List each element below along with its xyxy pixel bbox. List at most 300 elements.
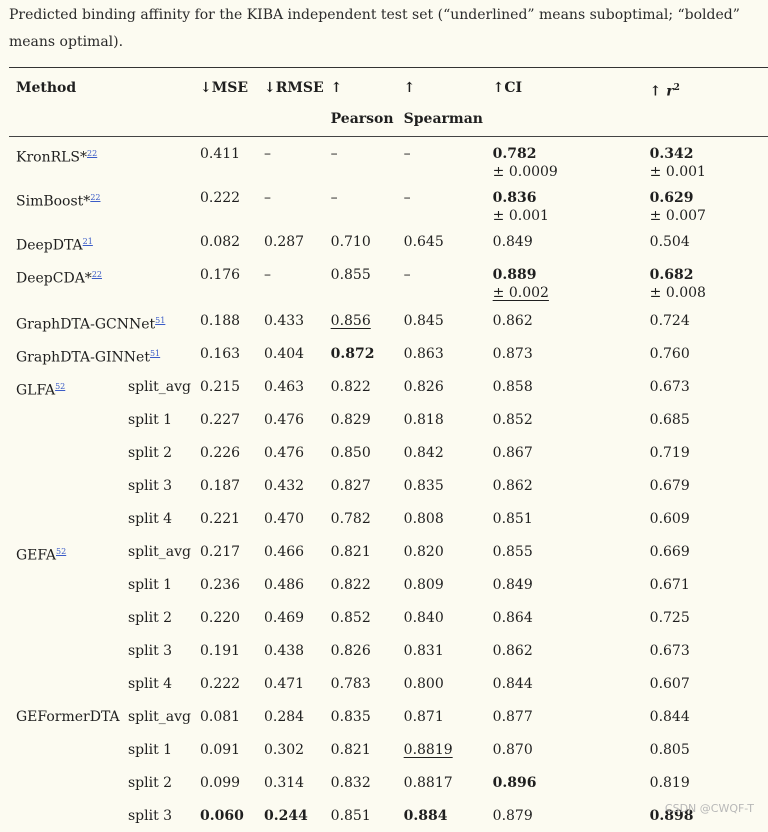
cell-method	[9, 667, 121, 700]
cell-spearman	[397, 634, 486, 667]
value-spearman: 0.8819	[403, 741, 453, 758]
value-pearson: 0.850	[330, 444, 371, 461]
cell-method	[9, 700, 121, 733]
cell-pearson	[324, 766, 397, 799]
cell-method	[9, 568, 121, 601]
value-rmse: 0.438	[264, 642, 305, 659]
cell-mse	[193, 535, 257, 568]
table-row	[9, 766, 768, 799]
value-spearman: –	[403, 145, 411, 162]
value-spearman: 0.820	[403, 543, 444, 560]
split-label: split 1	[128, 576, 173, 593]
cell-pearson	[324, 667, 397, 700]
value-r2: 0.673	[649, 642, 690, 659]
cell-r2	[643, 403, 768, 436]
cell-method	[9, 136, 193, 181]
cell-rmse	[257, 469, 324, 502]
value-r2: 0.724	[649, 312, 690, 329]
method-name: GraphDTA-GCNNet	[16, 316, 156, 333]
value-rmse: –	[264, 145, 271, 162]
header-pearson: Pearson	[324, 106, 397, 137]
value-ci: 0.862	[492, 477, 533, 494]
value-pearson: 0.822	[330, 576, 371, 593]
cell-mse	[193, 225, 257, 258]
table-row	[9, 436, 768, 469]
value-mse: 0.082	[200, 233, 241, 250]
value-pearson: 0.821	[330, 543, 371, 560]
value-r2-error: ± 0.008	[649, 284, 706, 301]
value-r2: 0.669	[649, 543, 690, 560]
cell-mse	[193, 700, 257, 733]
cell-r2	[643, 535, 768, 568]
cell-split	[121, 700, 193, 733]
table-row	[9, 799, 768, 832]
table-row	[9, 733, 768, 766]
cell-ci	[486, 304, 643, 337]
value-mse: 0.099	[200, 774, 241, 791]
value-spearman: 0.884	[403, 807, 448, 824]
cell-spearman	[397, 502, 486, 535]
cell-r2	[643, 667, 768, 700]
cell-mse	[193, 634, 257, 667]
value-ci: 0.852	[492, 411, 533, 428]
cell-rmse	[257, 799, 324, 832]
cell-spearman	[397, 225, 486, 258]
value-mse: 0.222	[200, 189, 241, 206]
cell-rmse	[257, 634, 324, 667]
value-spearman: 0.826	[403, 378, 444, 395]
cell-method	[9, 403, 121, 436]
value-spearman: 0.831	[403, 642, 444, 659]
cell-rmse	[257, 225, 324, 258]
cell-method	[9, 469, 121, 502]
cell-pearson	[324, 634, 397, 667]
value-rmse: 0.433	[264, 312, 305, 329]
table-row	[9, 469, 768, 502]
value-spearman: 0.8817	[403, 774, 453, 791]
value-r2: 0.607	[649, 675, 690, 692]
cell-method	[9, 634, 121, 667]
cell-pearson	[324, 304, 397, 337]
split-label: split 4	[128, 510, 173, 527]
cell-r2	[643, 181, 768, 225]
value-ci: 0.849	[492, 233, 533, 250]
value-rmse: –	[264, 266, 271, 283]
cell-pearson	[324, 436, 397, 469]
cell-rmse	[257, 766, 324, 799]
cell-pearson	[324, 181, 397, 225]
cell-mse	[193, 667, 257, 700]
cell-ci	[486, 370, 643, 403]
value-ci: 0.862	[492, 312, 533, 329]
cell-pearson	[324, 258, 397, 304]
value-pearson: 0.872	[330, 345, 375, 362]
reference-link[interactable]: 22	[90, 192, 101, 202]
cell-method	[9, 436, 121, 469]
cell-r2	[643, 700, 768, 733]
cell-method	[9, 370, 121, 403]
method-name: DeepDTA	[16, 237, 83, 254]
cell-pearson	[324, 601, 397, 634]
cell-r2	[643, 733, 768, 766]
results-table	[9, 67, 768, 832]
table-row	[9, 568, 768, 601]
cell-mse	[193, 733, 257, 766]
split-label: split 2	[128, 774, 173, 791]
table-row	[9, 337, 768, 370]
value-mse: 0.222	[200, 675, 241, 692]
cell-mse	[193, 337, 257, 370]
value-pearson: 0.826	[330, 642, 371, 659]
header-method: Method	[16, 80, 77, 96]
value-mse: 0.187	[200, 477, 241, 494]
watermark: CSDN @CWQF-T	[664, 802, 754, 815]
cell-method	[9, 766, 121, 799]
cell-mse	[193, 799, 257, 832]
method-name: GLFA	[16, 382, 56, 399]
value-r2: 0.682	[649, 266, 694, 283]
header-r2-sup: 2	[673, 83, 680, 93]
cell-split	[121, 403, 193, 436]
value-pearson: –	[330, 189, 338, 206]
cell-rmse	[257, 181, 324, 225]
table-row	[9, 634, 768, 667]
table-row	[9, 181, 768, 225]
cell-ci	[486, 667, 643, 700]
cell-rmse	[257, 304, 324, 337]
cell-pearson	[324, 700, 397, 733]
cell-rmse	[257, 136, 324, 181]
value-pearson: 0.829	[330, 411, 371, 428]
cell-rmse	[257, 733, 324, 766]
value-rmse: 0.302	[264, 741, 305, 758]
cell-spearman	[397, 370, 486, 403]
cell-ci	[486, 337, 643, 370]
header-r2-arrow: ↑	[649, 83, 662, 100]
value-ci: 0.896	[492, 774, 537, 791]
header-spearman-arrow: ↑	[403, 80, 416, 96]
cell-r2	[643, 766, 768, 799]
value-ci-error: ± 0.001	[492, 207, 549, 224]
value-r2: 0.504	[649, 233, 690, 250]
table-row	[9, 601, 768, 634]
cell-split	[121, 568, 193, 601]
table-row	[9, 667, 768, 700]
cell-method	[9, 502, 121, 535]
table-row	[9, 225, 768, 258]
cell-split	[121, 733, 193, 766]
value-ci: 0.867	[492, 444, 533, 461]
cell-r2	[643, 136, 768, 181]
method-name: GraphDTA-GINNet	[16, 349, 150, 366]
reference-link[interactable]: 52	[55, 381, 66, 391]
cell-spearman	[397, 304, 486, 337]
cell-r2	[643, 370, 768, 403]
table-row	[9, 258, 768, 304]
cell-method	[9, 601, 121, 634]
cell-pearson	[324, 337, 397, 370]
value-rmse: 0.287	[264, 233, 305, 250]
cell-mse	[193, 258, 257, 304]
reference-link[interactable]: 21	[82, 236, 93, 246]
value-ci: 0.849	[492, 576, 533, 593]
cell-pearson	[324, 225, 397, 258]
value-rmse: 0.476	[264, 411, 305, 428]
cell-pearson	[324, 799, 397, 832]
table-row	[9, 304, 768, 337]
value-r2: 0.844	[649, 708, 690, 725]
cell-method	[9, 225, 193, 258]
value-pearson: –	[330, 145, 338, 162]
value-mse: 0.411	[200, 145, 241, 162]
cell-ci	[486, 225, 643, 258]
header-mse: ↓MSE	[200, 80, 249, 96]
value-r2: 0.819	[649, 774, 690, 791]
cell-r2	[643, 436, 768, 469]
value-ci: 0.877	[492, 708, 533, 725]
header-r2	[643, 68, 768, 106]
value-r2: 0.760	[649, 345, 690, 362]
cell-mse	[193, 502, 257, 535]
cell-rmse	[257, 403, 324, 436]
value-pearson: 0.821	[330, 741, 371, 758]
value-rmse: 0.432	[264, 477, 305, 494]
cell-ci	[486, 258, 643, 304]
value-r2: 0.685	[649, 411, 690, 428]
value-spearman: 0.840	[403, 609, 444, 626]
table-row	[9, 136, 768, 181]
cell-spearman	[397, 436, 486, 469]
value-spearman: 0.835	[403, 477, 444, 494]
cell-ci	[486, 136, 643, 181]
cell-split	[121, 799, 193, 832]
reference-link[interactable]: 51	[149, 348, 161, 358]
value-r2: 0.805	[649, 741, 690, 758]
value-spearman: –	[403, 189, 411, 206]
cell-ci	[486, 799, 643, 832]
reference-link[interactable]: 52	[56, 546, 67, 556]
split-label: split_avg	[128, 708, 191, 725]
cell-pearson	[324, 469, 397, 502]
value-pearson: 0.832	[330, 774, 371, 791]
value-r2: 0.342	[649, 145, 694, 162]
cell-rmse	[257, 667, 324, 700]
header-ci: ↑CI	[492, 80, 523, 96]
split-label: split 3	[128, 477, 173, 494]
cell-r2	[643, 304, 768, 337]
cell-rmse	[257, 700, 324, 733]
value-pearson: 0.856	[330, 312, 371, 329]
cell-spearman	[397, 469, 486, 502]
value-rmse: 0.471	[264, 675, 305, 692]
value-r2-error: ± 0.007	[649, 207, 706, 224]
value-spearman: –	[403, 266, 411, 283]
cell-pearson	[324, 502, 397, 535]
table-row	[9, 403, 768, 436]
reference-link[interactable]: 22	[91, 269, 102, 279]
cell-spearman	[397, 337, 486, 370]
cell-spearman	[397, 733, 486, 766]
cell-rmse	[257, 370, 324, 403]
value-spearman: 0.863	[403, 345, 444, 362]
table-header	[9, 68, 768, 137]
value-spearman: 0.809	[403, 576, 444, 593]
method-name: DeepCDA*	[16, 270, 92, 287]
cell-spearman	[397, 766, 486, 799]
value-r2: 0.725	[649, 609, 690, 626]
cell-split	[121, 766, 193, 799]
cell-spearman	[397, 601, 486, 634]
cell-r2	[643, 568, 768, 601]
cell-method	[9, 337, 193, 370]
value-ci-error: ± 0.0009	[492, 163, 558, 180]
value-mse: 0.188	[200, 312, 241, 329]
split-label: split 1	[128, 741, 173, 758]
value-pearson: 0.710	[330, 233, 371, 250]
value-rmse: 0.486	[264, 576, 305, 593]
value-pearson: 0.827	[330, 477, 371, 494]
split-label: split_avg	[128, 543, 191, 560]
cell-split	[121, 601, 193, 634]
value-rmse: 0.284	[264, 708, 305, 725]
value-pearson: 0.782	[330, 510, 371, 527]
value-r2: 0.673	[649, 378, 690, 395]
value-mse: 0.221	[200, 510, 241, 527]
cell-split	[121, 370, 193, 403]
cell-mse	[193, 469, 257, 502]
cell-r2	[643, 258, 768, 304]
cell-method	[9, 304, 193, 337]
value-mse: 0.215	[200, 378, 241, 395]
value-ci: 0.864	[492, 609, 533, 626]
value-mse: 0.226	[200, 444, 241, 461]
cell-ci	[486, 700, 643, 733]
cell-ci	[486, 436, 643, 469]
cell-r2	[643, 469, 768, 502]
cell-ci	[486, 634, 643, 667]
cell-ci	[486, 403, 643, 436]
value-mse: 0.236	[200, 576, 241, 593]
cell-spearman	[397, 799, 486, 832]
cell-spearman	[397, 258, 486, 304]
value-spearman: 0.808	[403, 510, 444, 527]
cell-ci	[486, 766, 643, 799]
value-r2: 0.898	[649, 807, 694, 824]
table-row	[9, 502, 768, 535]
value-mse: 0.217	[200, 543, 241, 560]
cell-spearman	[397, 700, 486, 733]
header-rmse: ↓RMSE	[264, 80, 324, 96]
cell-spearman	[397, 667, 486, 700]
cell-r2	[643, 337, 768, 370]
value-spearman: 0.845	[403, 312, 444, 329]
cell-pearson	[324, 568, 397, 601]
split-label: split_avg	[128, 378, 191, 395]
split-label: split 1	[128, 411, 173, 428]
value-mse: 0.163	[200, 345, 241, 362]
cell-split	[121, 667, 193, 700]
cell-r2	[643, 225, 768, 258]
value-spearman: 0.842	[403, 444, 444, 461]
header-r2-symbol: r	[666, 83, 674, 100]
cell-ci	[486, 733, 643, 766]
cell-pearson	[324, 403, 397, 436]
value-pearson: 0.852	[330, 609, 371, 626]
value-pearson: 0.855	[330, 266, 371, 283]
cell-mse	[193, 568, 257, 601]
cell-mse	[193, 181, 257, 225]
cell-mse	[193, 136, 257, 181]
split-label: split 4	[128, 675, 173, 692]
value-rmse: 0.314	[264, 774, 305, 791]
cell-method	[9, 181, 193, 225]
value-ci: 0.879	[492, 807, 533, 824]
cell-rmse	[257, 601, 324, 634]
value-pearson: 0.822	[330, 378, 371, 395]
split-label: split 2	[128, 609, 173, 626]
value-pearson: 0.851	[330, 807, 371, 824]
method-name: KronRLS*	[16, 149, 88, 166]
method-name: GEFA	[16, 547, 57, 564]
value-ci: 0.844	[492, 675, 533, 692]
value-rmse: –	[264, 189, 271, 206]
value-rmse: 0.244	[264, 807, 308, 824]
cell-ci	[486, 568, 643, 601]
value-ci: 0.851	[492, 510, 533, 527]
split-label: split 3	[128, 642, 173, 659]
cell-r2	[643, 502, 768, 535]
value-rmse: 0.466	[264, 543, 305, 560]
reference-link[interactable]: 22	[87, 148, 98, 158]
cell-rmse	[257, 535, 324, 568]
value-spearman: 0.818	[403, 411, 444, 428]
value-mse: 0.176	[200, 266, 241, 283]
cell-split	[121, 535, 193, 568]
cell-r2	[643, 634, 768, 667]
value-ci-error: ± 0.002	[492, 284, 549, 301]
cell-rmse	[257, 568, 324, 601]
cell-rmse	[257, 436, 324, 469]
cell-mse	[193, 403, 257, 436]
value-r2: 0.719	[649, 444, 690, 461]
cell-mse	[193, 370, 257, 403]
value-r2: 0.609	[649, 510, 690, 527]
value-ci: 0.855	[492, 543, 533, 560]
cell-mse	[193, 766, 257, 799]
cell-pearson	[324, 733, 397, 766]
value-rmse: 0.469	[264, 609, 305, 626]
cell-rmse	[257, 337, 324, 370]
value-ci: 0.858	[492, 378, 533, 395]
cell-spearman	[397, 403, 486, 436]
value-ci: 0.862	[492, 642, 533, 659]
cell-mse	[193, 601, 257, 634]
value-rmse: 0.470	[264, 510, 305, 527]
cell-spearman	[397, 181, 486, 225]
cell-rmse	[257, 502, 324, 535]
value-mse: 0.081	[200, 708, 241, 725]
cell-ci	[486, 502, 643, 535]
reference-link[interactable]: 51	[155, 315, 166, 325]
cell-spearman	[397, 568, 486, 601]
value-spearman: 0.800	[403, 675, 444, 692]
value-spearman: 0.871	[403, 708, 444, 725]
value-ci: 0.836	[492, 189, 537, 206]
cell-r2	[643, 601, 768, 634]
cell-split	[121, 436, 193, 469]
value-mse: 0.191	[200, 642, 241, 659]
value-pearson: 0.835	[330, 708, 371, 725]
